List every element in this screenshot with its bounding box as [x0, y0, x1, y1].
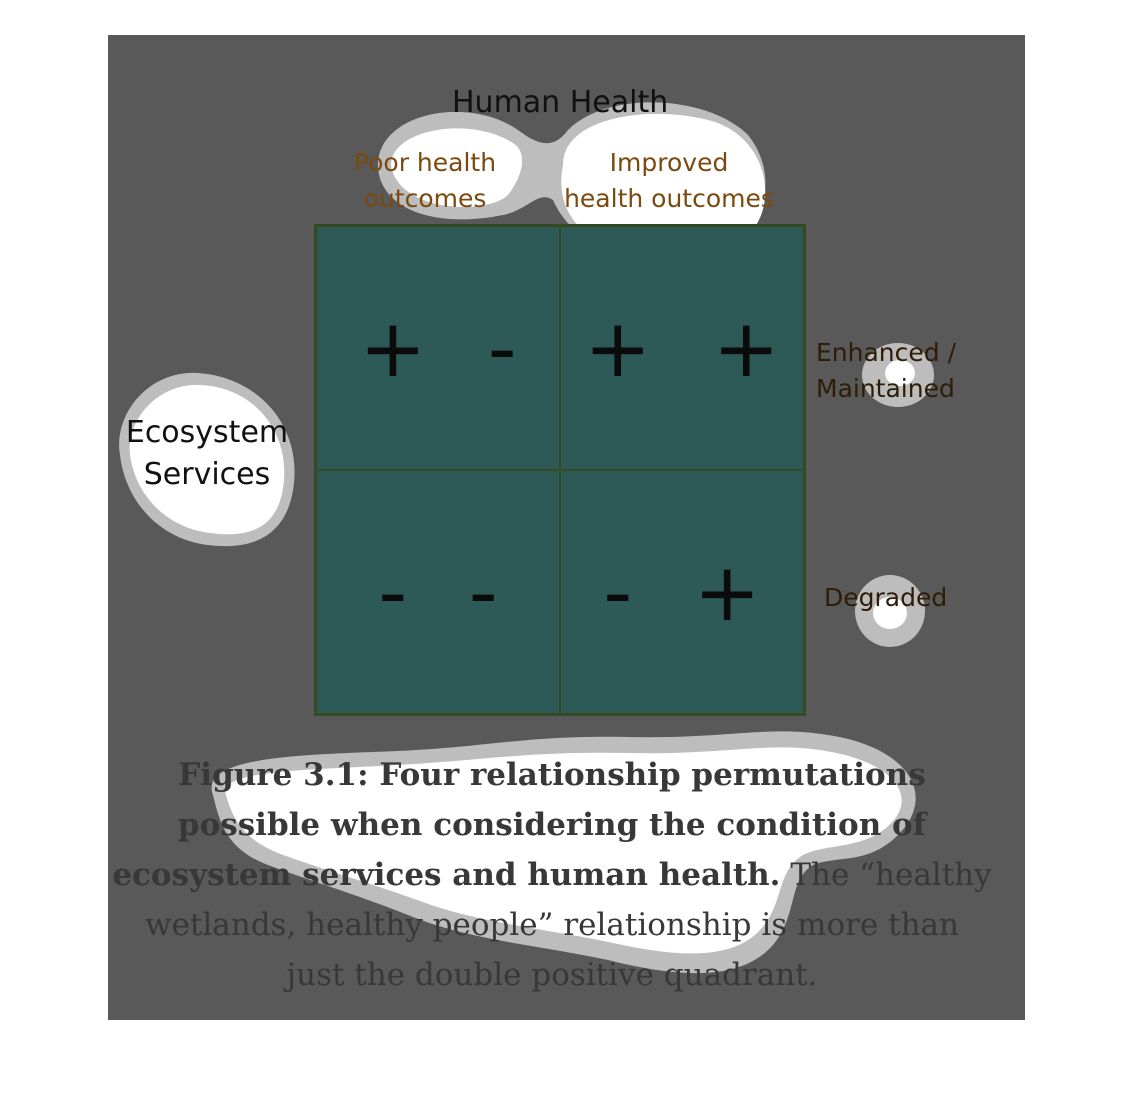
row-label-enhanced-line-2: Maintained [816, 374, 955, 403]
column-label-poor-health-line-1: Poor health [353, 148, 497, 177]
quadrant-top-left: + - [316, 226, 560, 470]
row-label-enhanced-line-1: Enhanced / [816, 338, 957, 367]
quadrant-bottom-right: - + [560, 470, 804, 714]
ecosystem-services-label [118, 412, 296, 496]
row-label-degraded: Degraded [824, 583, 948, 612]
figure-caption [112, 750, 992, 1000]
row-label-enhanced [816, 335, 956, 407]
column-label-poor-health [343, 145, 507, 217]
quadrant-grid [314, 224, 806, 716]
column-label-poor-health-line-2: outcomes [363, 184, 487, 213]
column-label-improved-health-line-2: health outcomes [564, 184, 774, 213]
column-label-improved-health-line-1: Improved [609, 148, 729, 177]
caption-normal: The “healthy wetlands, healthy people” relationship is more than just the double positive quadrant. [145, 857, 992, 993]
column-label-improved-health [558, 145, 780, 217]
quadrant-top-right: + + [560, 226, 804, 470]
ecosystem-label-line-2: Services [143, 457, 271, 492]
quadrant-bottom-left: - - [316, 470, 560, 714]
caption-bold: Figure 3.1: Four relationship permutations possible when considering the condition of ecosystem services and human health. [112, 757, 927, 893]
human-health-title: Human Health [452, 85, 669, 120]
ecosystem-label-line-1: Ecosystem [125, 415, 289, 450]
